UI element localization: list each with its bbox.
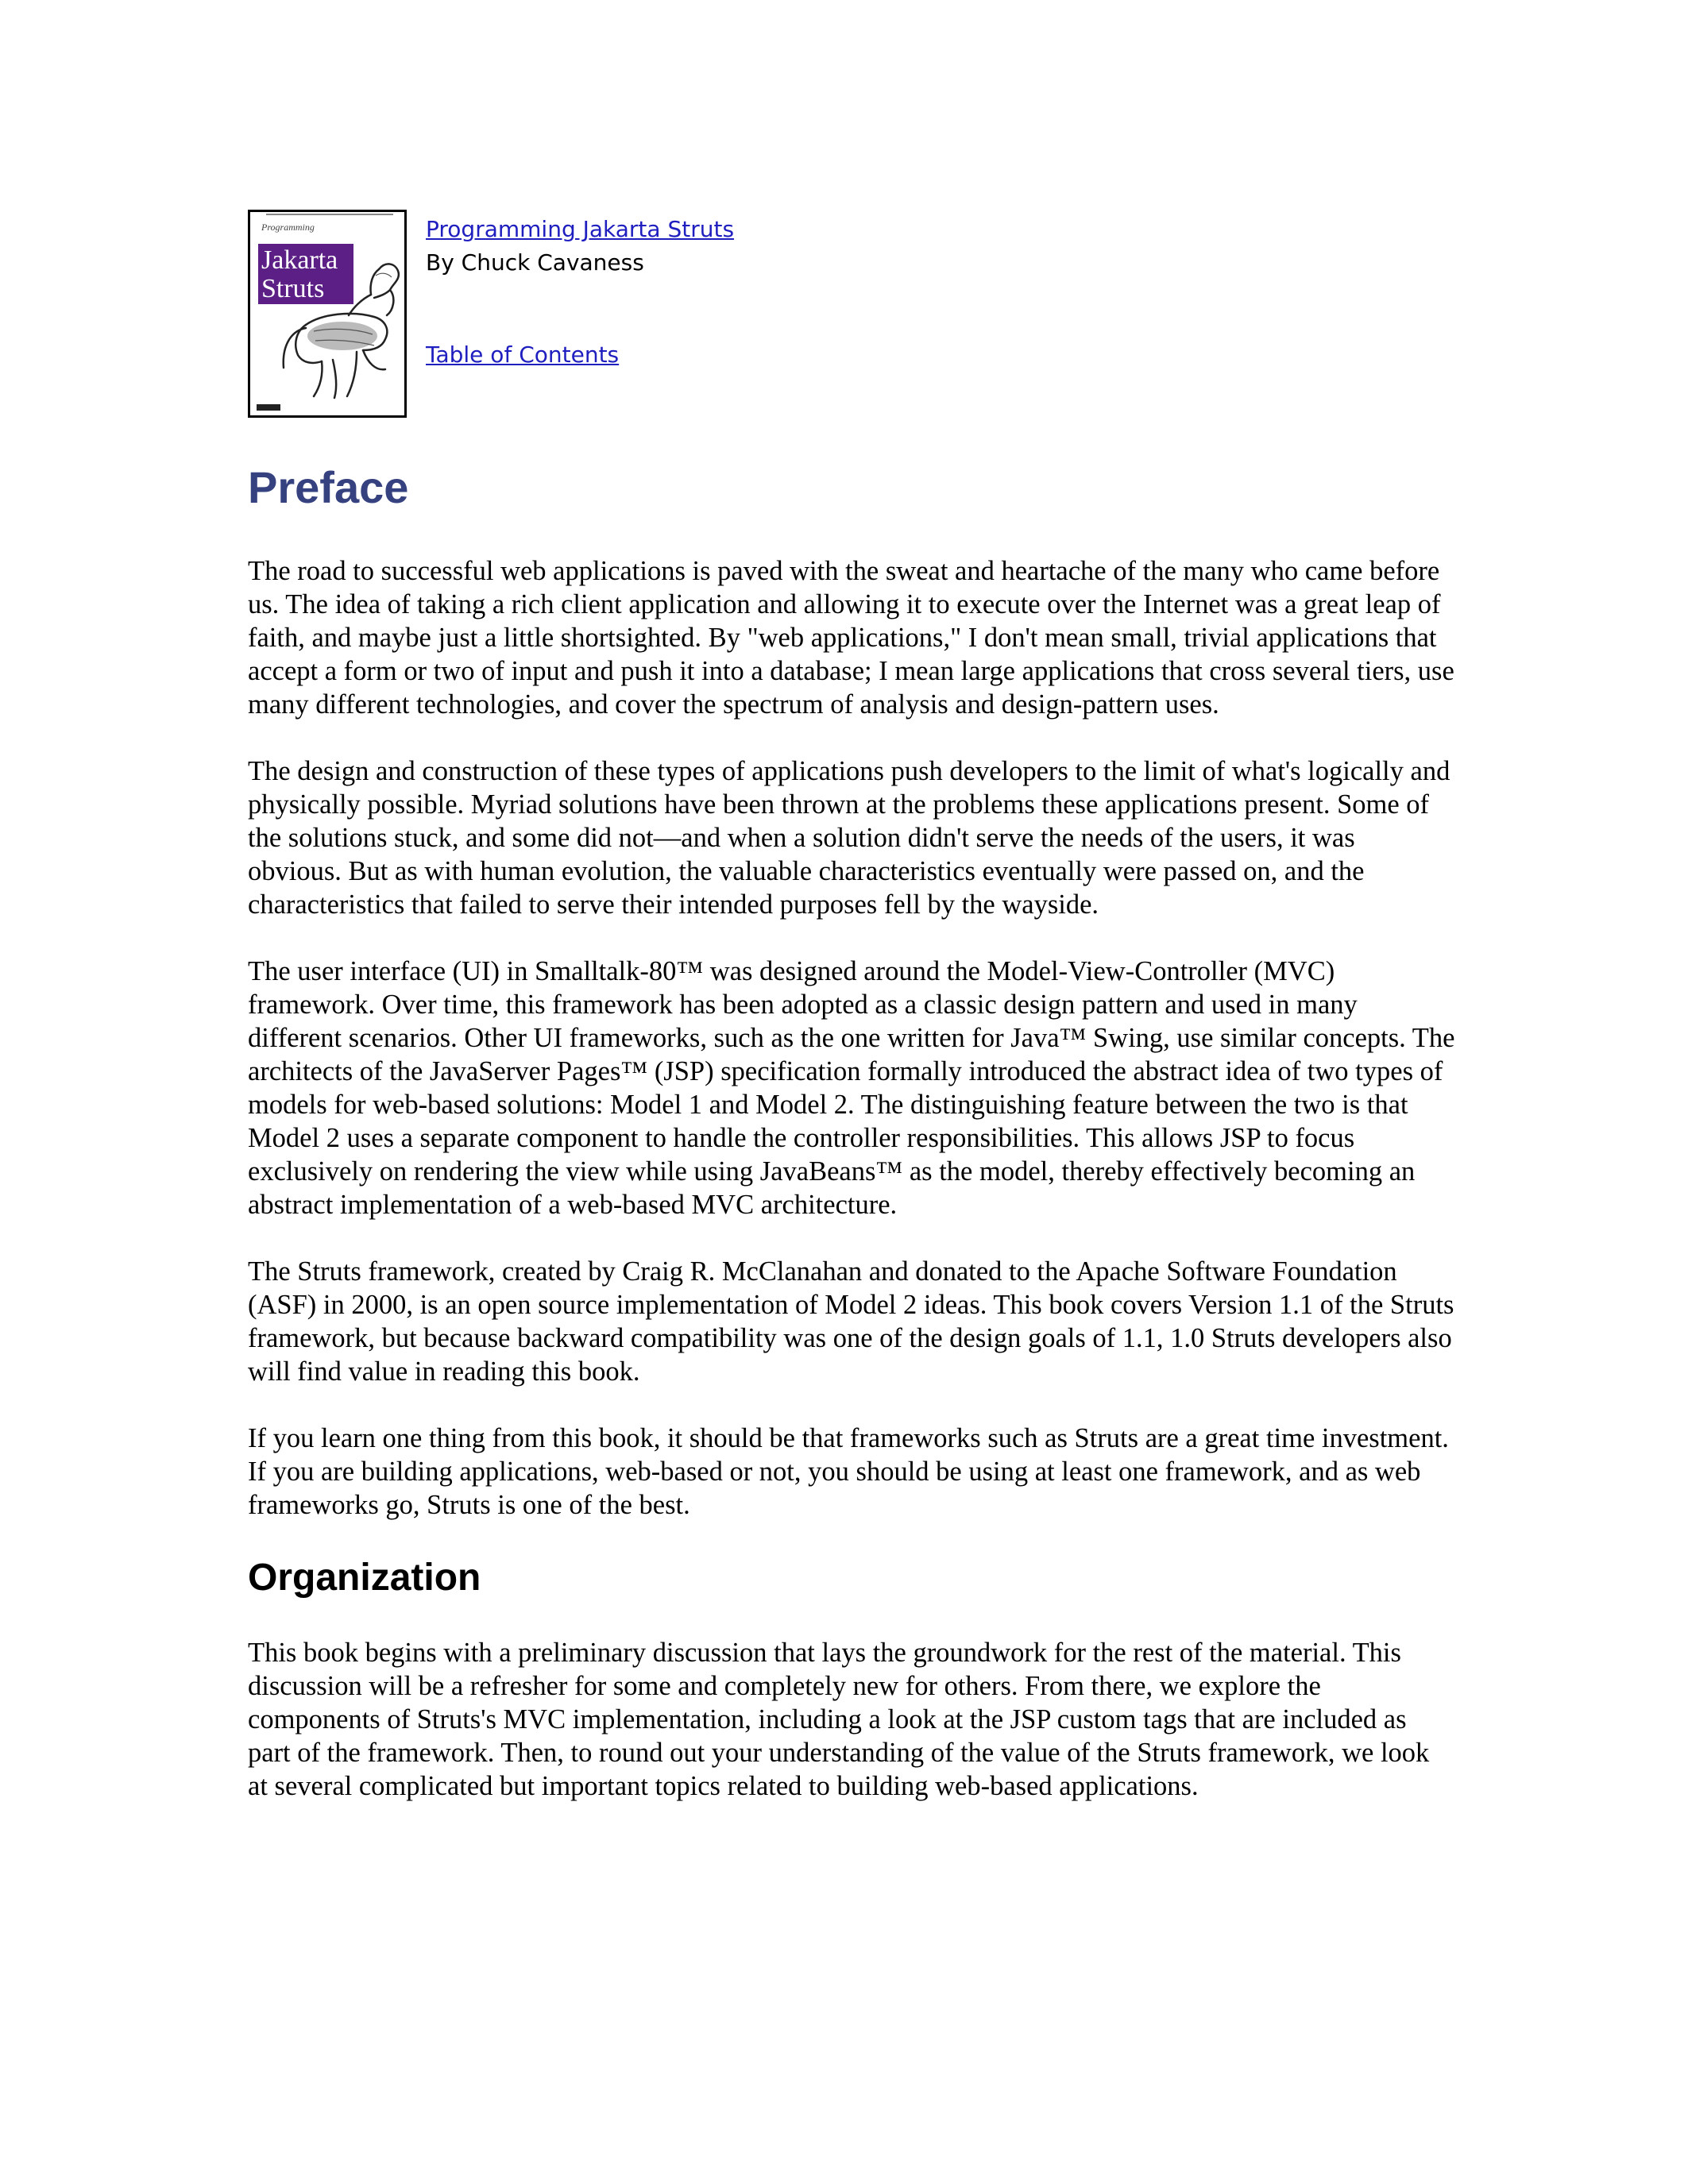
main-content	[248, 461, 1455, 1836]
book-cover-art	[250, 212, 404, 415]
paragraph-4: The Struts framework, created by Craig R. McClanahan and donated to the Apache Software Foundation (ASF) in 2000, is an open source implementation of Model 2 ideas. This book covers Version 1.1 of the Struts framework, but because backward compatibility was one of the design goals of 1.1, 1.0 Struts developers also will find value in reading this book.	[248, 1256, 1454, 1387]
cover-brand-line2: Struts	[261, 274, 325, 303]
horse-illustration	[274, 252, 407, 403]
table-of-contents-link[interactable]: Table of Contents	[426, 341, 620, 368]
paragraph-3: The user interface (UI) in Smalltalk-80™ was designed around the Model-View-Controller (MVC) framework. Over time, this framework has been adopted as a classic design pattern and used in many different scenarios. Other UI frameworks, such as the one written for Java™ Swing, use similar concepts. The architects of the JavaServer Pages™ (JSP) specification formally introduced the abstract idea of two types of models for web-based solutions: Model 1 and Model 2. The distinguishing feature between the two is that Model 2 uses a separate component to handle the controller responsibilities. This allows JSP to focus exclusively on rendering the view while using JavaBeans™ as the model, thereby effectively becoming an abstract implementation of a web-based MVC architecture.	[248, 956, 1455, 1220]
organization-paragraph-1: This book begins with a preliminary discussion that lays the groundwork for the rest of the material. This discussion will be a refresher for some and completely new for others. From there, we explore the components of Struts's MVC implementation, including a look at the JSP custom tags that are included as part of the framework. Then, to round out your understanding of the value of the Struts framework, we look at several complicated but important topics related to building web-based applications.	[248, 1638, 1430, 1801]
paragraph-2: The design and construction of these types of applications push developers to the limit of what's logically and physically possible. Myriad solutions have been thrown at the problems these applications present. Some of the solutions stuck, and some did not—and when a solution didn't serve the needs of the users, it was obvious. But as with human evolution, the valuable characteristics eventually were passed on, and the characteristics that failed to serve their intended purposes fell by the wayside.	[248, 756, 1450, 920]
book-author: By Chuck Cavaness	[426, 249, 644, 276]
cover-top-strip	[266, 214, 393, 215]
book-cover-image[interactable]	[248, 210, 407, 418]
book-title-link[interactable]: Programming Jakarta Struts	[426, 216, 735, 242]
paragraph-1: The road to successful web applications is paved with the sweat and heartache of the many who came before us. The idea of taking a rich client application and allowing it to execute over the Internet was a great leap of faith, and maybe just a little shortsighted. By "web applications," I don't mean small, trivial applications that accept a form or two of input and push it into a database; I mean large applications that cross several tiers, use many different technologies, and cover the spectrum of analysis and design-pattern uses.	[248, 556, 1454, 720]
page-title: Preface	[248, 462, 409, 512]
section-heading-organization: Organization	[248, 1557, 481, 1599]
cover-series-text: Programming	[261, 222, 315, 233]
book-header	[248, 210, 1439, 418]
paragraph-5: If you learn one thing from this book, it should be that frameworks such as Struts are a great time investment. If you are building applications, web-based or not, you should be using at least one framework, and as web frameworks go, Struts is one of the best.	[248, 1423, 1449, 1520]
publisher-logo	[257, 404, 280, 411]
cover-brand-line1: Jakarta	[261, 245, 338, 275]
